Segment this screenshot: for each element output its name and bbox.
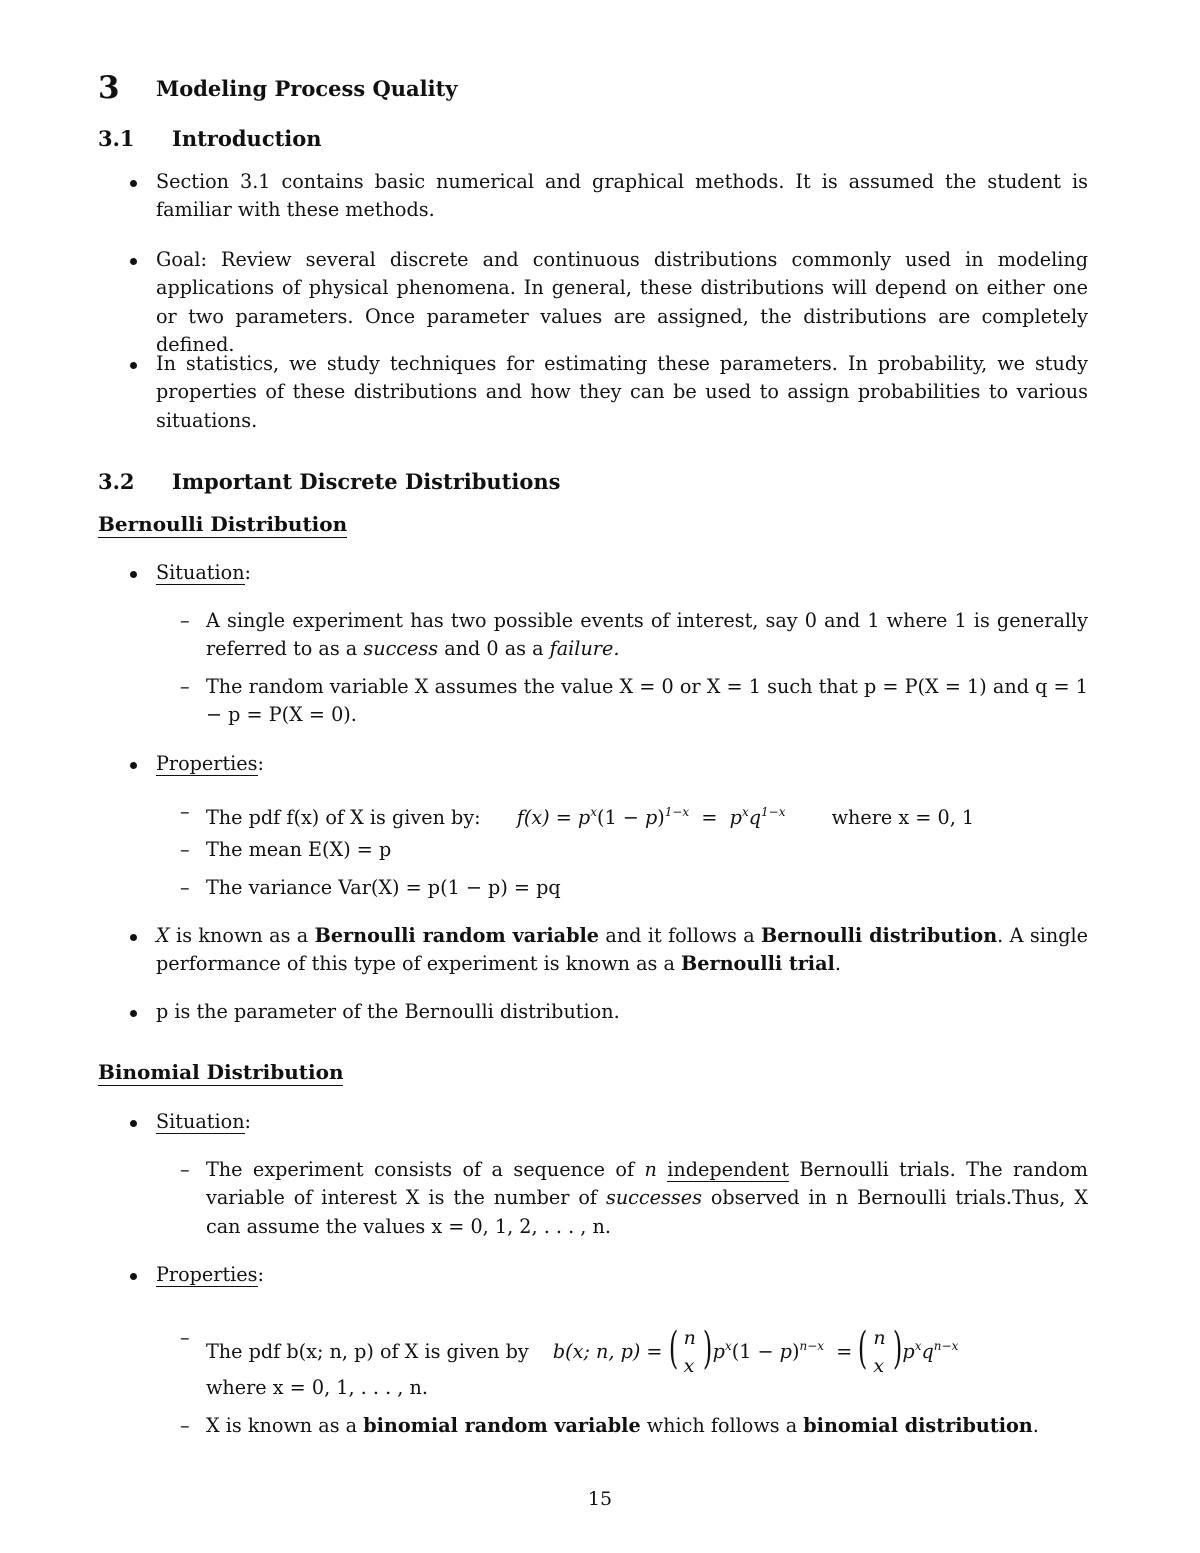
dash-marker: – bbox=[180, 675, 190, 698]
bernoulli-heading: Bernoulli Distribution bbox=[98, 512, 348, 536]
bullet-icon bbox=[130, 1010, 137, 1017]
subsection-number: 3.1 bbox=[98, 126, 135, 151]
dash-marker: – bbox=[180, 1158, 190, 1181]
dash-marker: – bbox=[180, 1414, 190, 1437]
pdf-where: where x = 0, 1 bbox=[831, 806, 975, 829]
bullet-icon bbox=[130, 258, 137, 265]
pdf-where: where x = 0, 1, . . . , n. bbox=[206, 1376, 428, 1399]
bullet-icon bbox=[130, 1273, 137, 1280]
dash-marker: – bbox=[180, 838, 190, 861]
variance-text: The variance Var(X) = p(1 − p) = pq bbox=[206, 876, 561, 899]
bullet-text: Section 3.1 contains basic numerical and graphical methods. It is assumed the student is familiar with these methods. bbox=[156, 170, 1088, 222]
situation-label: Situation bbox=[156, 561, 245, 584]
properties-label: Properties bbox=[156, 1263, 258, 1286]
situation-text: The random variable X assumes the value X = 0 or X = 1 such that p = P(X = 1) and q = 1 − p = P(X = 0). bbox=[206, 675, 1088, 727]
bullet-icon bbox=[130, 362, 137, 369]
bullet-text: In statistics, we study techniques for estimating these parameters. In probability, we study properties of these distributions and how they can be used to assign probabilities to various situations. bbox=[156, 352, 1088, 432]
subsection-title: Introduction bbox=[172, 126, 322, 151]
bullet-icon bbox=[130, 180, 137, 187]
binomial-heading: Binomial Distribution bbox=[98, 1060, 344, 1084]
dash-marker: – bbox=[180, 876, 190, 899]
section-title: Modeling Process Quality bbox=[156, 76, 458, 101]
bullet-text: p is the parameter of the Bernoulli distribution. bbox=[156, 1000, 620, 1023]
mean-text: The mean E(X) = p bbox=[206, 838, 392, 861]
pdf-formula: $f(x) = p^x(1 - p)^{1-x} = p^xq^{1-x}$ bbox=[516, 805, 786, 829]
binomial-coefficient: ( n x ) bbox=[668, 1323, 713, 1377]
dash-marker: – bbox=[180, 1326, 190, 1349]
bullet-icon bbox=[130, 934, 137, 941]
dash-marker: – bbox=[180, 800, 190, 823]
subsection-title: Important Discrete Distributions bbox=[172, 469, 561, 494]
bullet-icon bbox=[130, 762, 137, 769]
properties-label: Properties bbox=[156, 752, 258, 775]
pdf-text: The pdf f(x) of X is given by: bbox=[206, 806, 481, 829]
subsection-number: 3.2 bbox=[98, 469, 135, 494]
binomial-coefficient: ( n x ) bbox=[858, 1323, 903, 1377]
bullet-icon bbox=[130, 571, 137, 578]
pdf-text: The pdf b(x; n, p) of X is given by bbox=[206, 1340, 529, 1363]
bullet-icon bbox=[130, 1120, 137, 1127]
section-number: 3 bbox=[98, 70, 120, 106]
bullet-text: Goal: Review several discrete and continuous distributions commonly used in modeling applications of physical phenomena. In general, these distributions will depend on either one or two parameters. Once parameter values are assigned, the distributions are completely defined. bbox=[156, 248, 1088, 357]
pdf-formula: b(x; n, p) = ( n x ) $p^x(1 - p)^{n-x}$ = ( n x ) $p^xq^{n-x}$ bbox=[553, 1340, 958, 1363]
situation-label: Situation bbox=[156, 1110, 245, 1133]
dash-marker: – bbox=[180, 609, 190, 632]
page-number: 15 bbox=[587, 1488, 613, 1510]
